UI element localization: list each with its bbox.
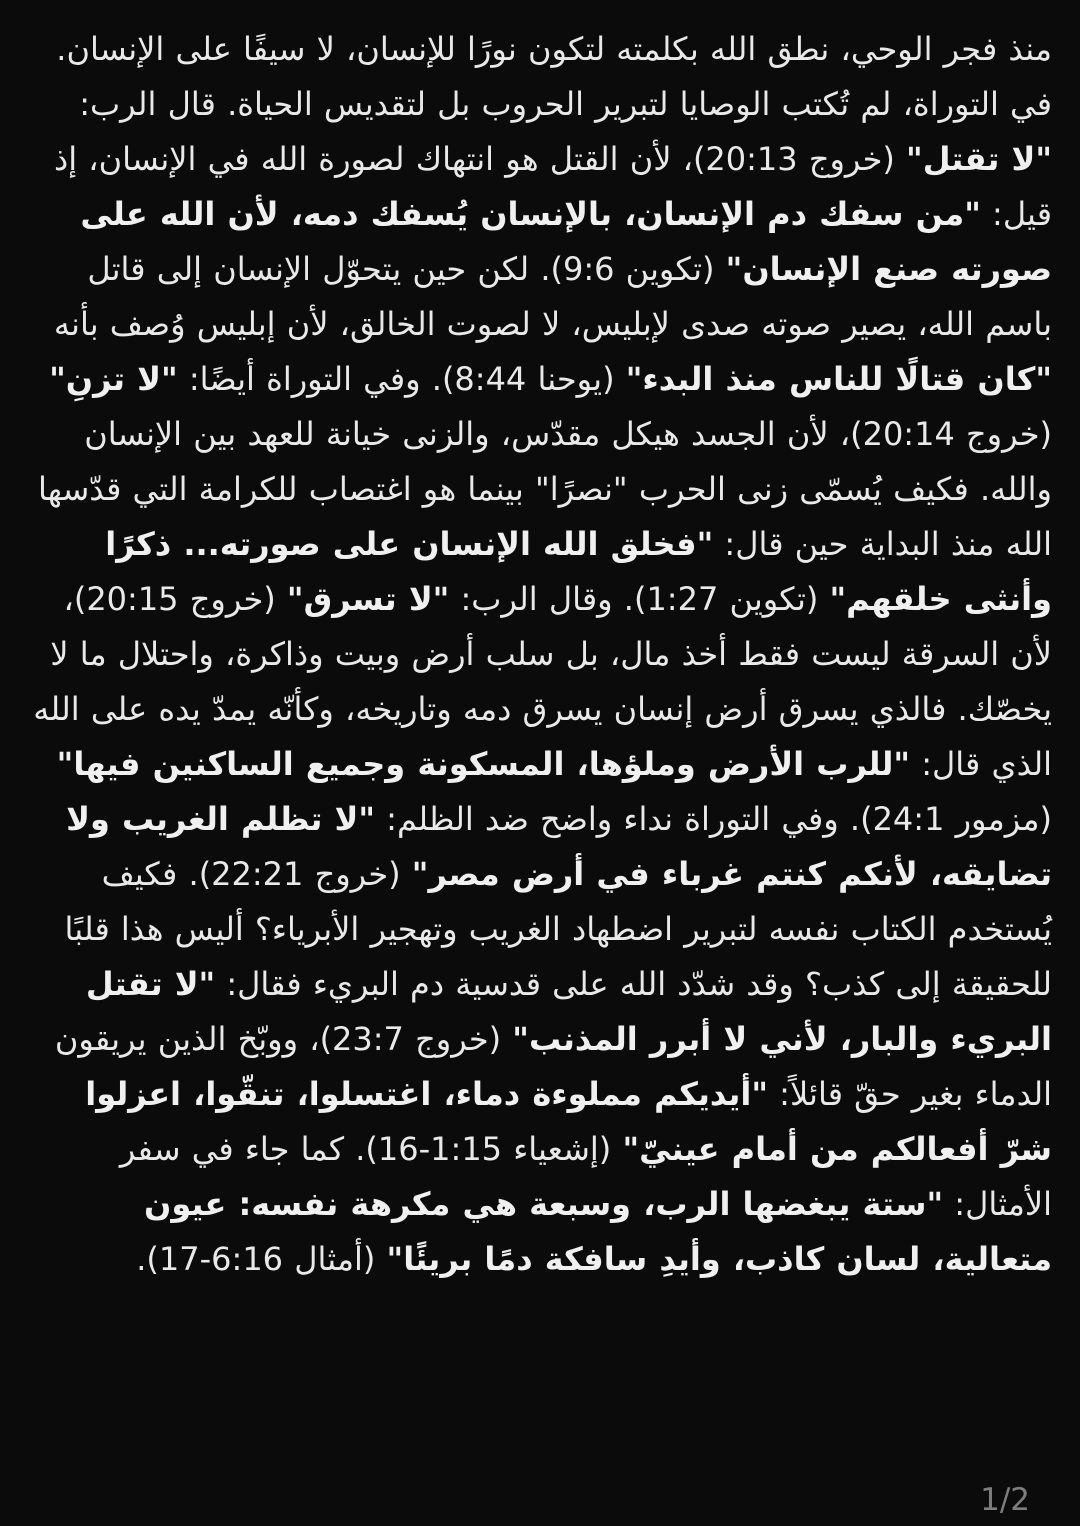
page-indicator: 1/2 [980, 1482, 1030, 1518]
document-text: منذ فجر الوحي، نطق الله بكلمته لتكون نورًا للإنسان، لا سيفًا على الإنسان. في التوراة، لم تُكتب الوصايا لتبرير الحروب بل لتقديس الحياة. قال الرب: "لا تقتل" (خروج 20:13)، لأن القتل هو انتهاك لصورة الله في الإنسان، إذ قيل: "من سفك دم الإنسان، بالإنسان يُسفك دمه، لأن الله على صورته صنع الإنسان" (تكوين 9:6). لكن حين يتحوّل الإنسان إلى قاتل باسم الله، يصير صوته صدى لإبليس، لا لصوت الخالق، لأن إبليس وُصف بأنه "كان قتالًا للناس منذ البدء" (يوحنا 8:44). وفي التوراة أيضًا: "لا تزنِ" (خروج 20:14)، لأن الجسد هيكل مقدّس، والزنى خيانة للعهد بين الإنسان والله. فكيف يُسمّى زنى الحرب "نصرًا" بينما هو اغتصاب للكرامة التي قدّسها الله منذ البداية حين قال: "فخلق الله الإنسان على صورته... ذكرًا وأنثى خلقهم" (تكوين 1:27). وقال الرب: "لا تسرق" (خروج 20:15)، لأن السرقة ليست فقط أخذ مال، بل سلب أرض وبيت وذاكرة، واحتلال ما لا يخصّك. فالذي يسرق أرض إنسان يسرق دمه وتاريخه، وكأنّه يمدّ يده على الله الذي قال: "للرب الأرض وملؤها، المسكونة وجميع الساكنين فيها" (مزمور 24:1). وفي التوراة نداء واضح ضد الظلم: "لا تظلم الغريب ولا تضايقه، لأنكم كنتم غرباء في أرض مصر" (خروج 22:21). فكيف يُستخدم الكتاب نفسه لتبرير اضطهاد الغريب وتهجير الأبرياء؟ أليس هذا قلبًا للحقيقة إلى كذب؟ وقد شدّد الله على قدسية دم البريء فقال: "لا تقتل البريء والبار، لأني لا أبرر المذنب" (خروج 23:7)، ووبّخ الذين يريقون الدماء بغير حقّ قائلاً: "أيديكم مملوءة دماء، اغتسلوا، تنقّوا، اعزلوا شرّ أفعالكم من أمام عينيّ" (إشعياء 1:15‐16). كما جاء في سفر الأمثال: "ستة يبغضها الرب، وسبعة هي مكرهة نفسه: عيون متعالية، لسان كاذب، وأيدِ سافكة دمًا بريئًا" (أمثال 6:16‐17). [33, 30, 1052, 1278]
